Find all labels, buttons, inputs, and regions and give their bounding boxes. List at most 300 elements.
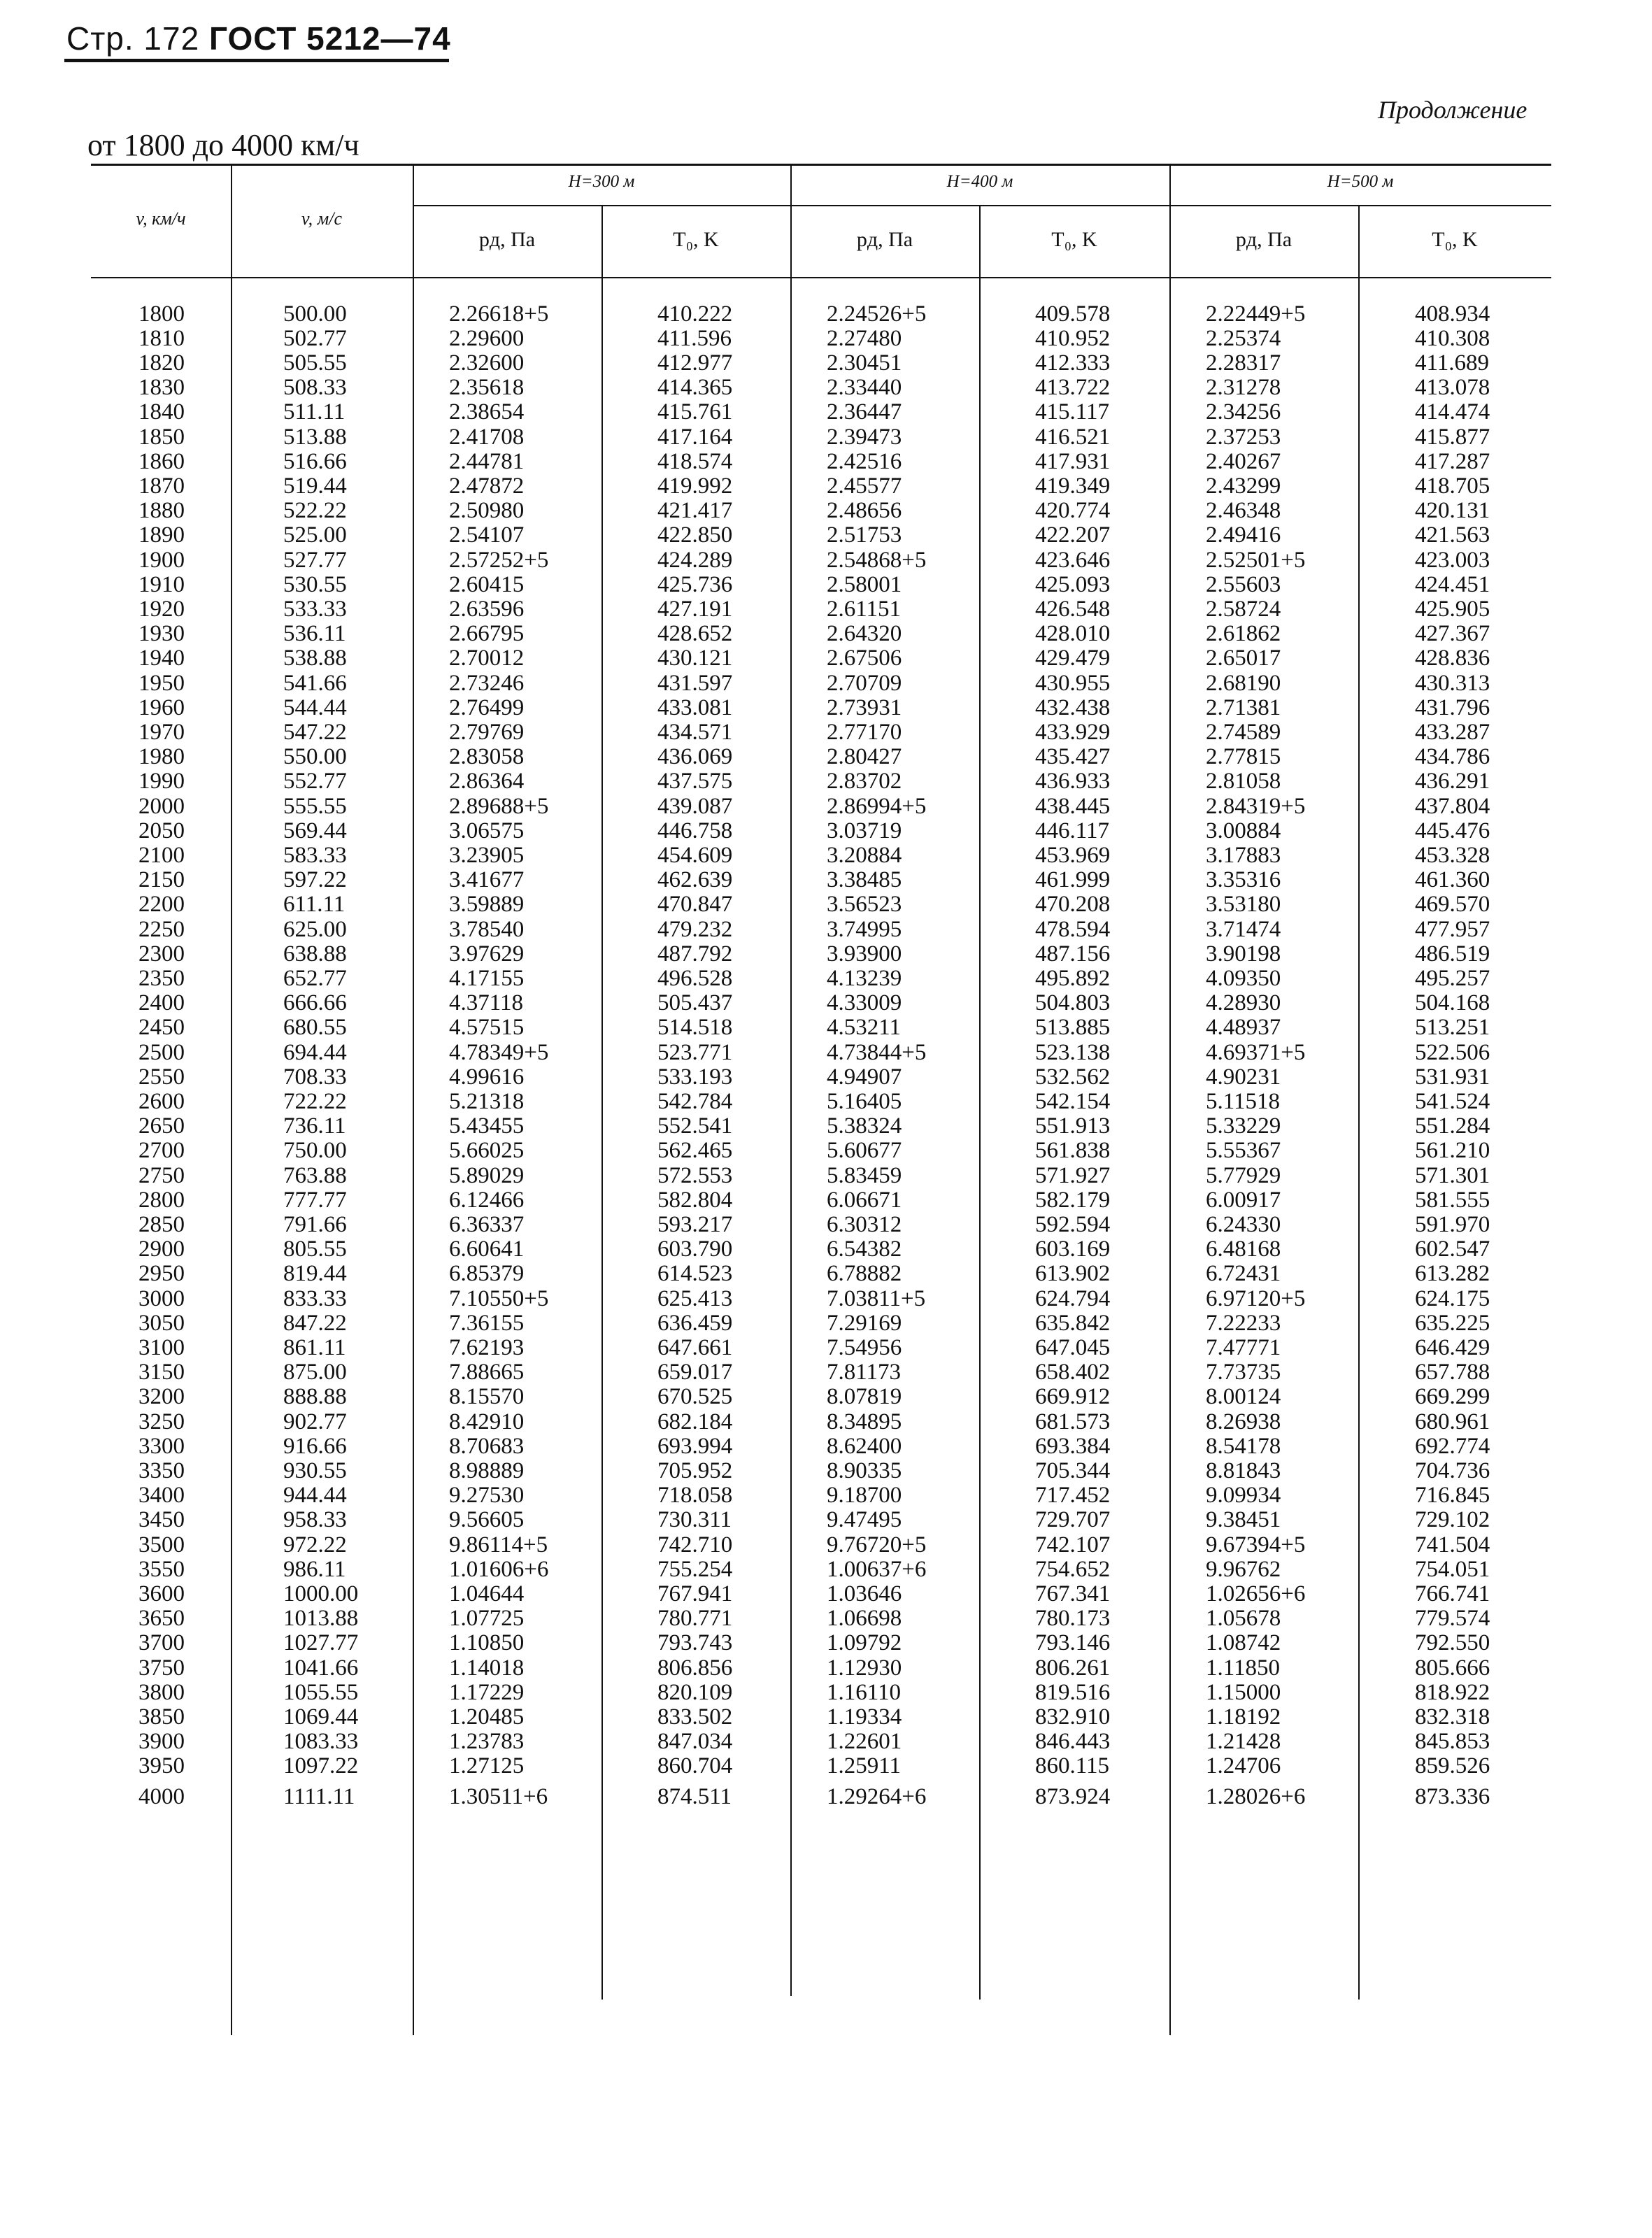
cell-p-h300: 2.76499 [449,694,525,720]
cell-p-h500: 1.08742 [1206,1630,1281,1656]
cell-t-h400: 571.927 [1035,1162,1111,1188]
cell-t-h500: 805.666 [1415,1655,1490,1681]
cell-v-kmh: 1930 [138,621,185,647]
cell-p-h500: 2.84319+5 [1206,794,1306,819]
cell-t-h300: 767.941 [657,1581,733,1607]
cell-v-ms: 1083.33 [283,1728,359,1754]
cell-t-h300: 647.661 [657,1335,733,1361]
col-divider [413,164,414,2035]
cell-p-h300: 2.29600 [449,326,525,352]
cell-p-h300: 4.37118 [449,990,524,1015]
cell-p-h300: 2.66795 [449,621,525,647]
cell-p-h400: 3.93900 [827,941,902,967]
cell-p-h500: 2.77815 [1206,743,1281,769]
cell-t-h300: 436.069 [657,743,733,769]
cell-p-h400: 5.16405 [827,1089,902,1115]
cell-p-h400: 5.83459 [827,1162,902,1188]
cell-p-h500: 2.25374 [1206,326,1281,352]
cell-t-h300: 693.994 [657,1433,733,1459]
cell-v-kmh: 3700 [138,1630,185,1656]
cell-t-h400: 504.803 [1035,990,1111,1015]
col-divider [979,205,981,2000]
cell-p-h300: 1.07725 [449,1606,525,1632]
cell-p-h500: 8.26938 [1206,1409,1281,1434]
cell-t-h300: 718.058 [657,1482,733,1508]
cell-v-ms: 550.00 [283,743,347,769]
cell-p-h400: 2.45577 [827,473,902,499]
cell-p-h500: 9.09934 [1206,1482,1281,1508]
cell-v-kmh: 2900 [138,1236,185,1262]
cell-t-h400: 513.885 [1035,1014,1111,1040]
cell-t-h300: 636.459 [657,1311,733,1337]
cell-p-h400: 1.25911 [827,1753,902,1779]
cell-p-h300: 7.10550+5 [449,1286,549,1311]
cell-p-h300: 1.27125 [449,1753,525,1779]
cell-v-kmh: 3400 [138,1482,185,1508]
cell-p-h400: 2.83702 [827,768,902,794]
cell-v-kmh: 1800 [138,301,185,327]
cell-t-h300: 496.528 [657,965,733,991]
cell-v-ms: 819.44 [283,1260,347,1286]
cell-p-h300: 1.17229 [449,1679,525,1705]
cell-v-kmh: 1900 [138,548,185,573]
cell-p-h300: 3.23905 [449,843,525,869]
cell-t-h500: 414.474 [1415,399,1490,425]
cell-v-ms: 569.44 [283,818,347,844]
cell-p-h500: 9.96762 [1206,1557,1281,1583]
cell-v-kmh: 2850 [138,1211,185,1237]
cell-v-ms: 791.66 [283,1211,347,1237]
header-pressure: pд, Па [1235,228,1293,251]
cell-t-h400: 846.443 [1035,1728,1111,1754]
cell-p-h400: 6.06671 [827,1187,902,1213]
cell-t-h400: 658.402 [1035,1360,1111,1385]
cell-p-h300: 2.70012 [449,646,525,671]
cell-p-h300: 5.89029 [449,1162,525,1188]
cell-v-kmh: 3900 [138,1728,185,1754]
cell-v-ms: 533.33 [283,597,347,622]
cell-t-h400: 433.929 [1035,719,1111,745]
cell-v-kmh: 1880 [138,497,185,523]
cell-t-h400: 412.333 [1035,350,1111,376]
cell-t-h300: 412.977 [657,350,733,376]
cell-t-h300: 742.710 [657,1532,733,1558]
cell-v-ms: 986.11 [283,1557,346,1583]
cell-t-h400: 767.341 [1035,1581,1111,1607]
cell-p-h500: 4.28930 [1206,990,1281,1015]
header-temperature: T₀, K [1051,228,1097,251]
cell-p-h500: 2.37253 [1206,424,1281,450]
cell-v-ms: 583.33 [283,843,347,869]
cell-t-h500: 418.705 [1415,473,1490,499]
cell-t-h300: 562.465 [657,1138,733,1164]
col-divider [790,164,792,1996]
cell-t-h300: 479.232 [657,916,733,942]
cell-p-h400: 1.00637+6 [827,1557,927,1583]
cell-p-h300: 9.56605 [449,1506,525,1532]
cell-p-h500: 2.74589 [1206,719,1281,745]
cell-p-h500: 4.69371+5 [1206,1040,1306,1065]
cell-v-kmh: 2350 [138,965,185,991]
cell-t-h300: 437.575 [657,768,733,794]
cell-p-h300: 1.14018 [449,1655,525,1681]
cell-v-kmh: 3450 [138,1506,185,1532]
cell-t-h300: 418.574 [657,448,733,474]
cell-t-h500: 845.853 [1415,1728,1490,1754]
cell-p-h400: 8.90335 [827,1457,902,1483]
cell-p-h500: 6.72431 [1206,1260,1281,1286]
table-top-rule [91,164,1551,166]
cell-p-h400: 4.94907 [827,1064,902,1090]
cell-t-h500: 635.225 [1415,1311,1490,1337]
cell-t-h400: 647.045 [1035,1335,1111,1361]
cell-t-h500: 433.287 [1415,719,1490,745]
cell-t-h300: 582.804 [657,1187,733,1213]
cell-v-kmh: 3850 [138,1704,185,1730]
cell-p-h300: 1.30511+6 [449,1784,548,1809]
cell-t-h300: 523.771 [657,1040,733,1065]
cell-p-h400: 2.67506 [827,646,902,671]
cell-p-h300: 1.20485 [449,1704,525,1730]
cell-v-ms: 833.33 [283,1286,347,1311]
cell-v-ms: 516.66 [283,448,347,474]
cell-t-h500: 437.804 [1415,794,1490,819]
cell-v-ms: 597.22 [283,867,347,893]
cell-t-h300: 424.289 [657,548,733,573]
cell-v-ms: 541.66 [283,670,347,696]
cell-t-h500: 477.957 [1415,916,1490,942]
cell-p-h300: 4.17155 [449,965,525,991]
cell-t-h300: 614.523 [657,1260,733,1286]
cell-p-h500: 1.18192 [1206,1704,1281,1730]
cell-p-h400: 1.22601 [827,1728,902,1754]
cell-p-h400: 1.09792 [827,1630,902,1656]
cell-v-kmh: 1860 [138,448,185,474]
cell-p-h500: 6.48168 [1206,1236,1281,1262]
cell-t-h500: 561.210 [1415,1138,1490,1164]
cell-v-ms: 500.00 [283,301,347,327]
cell-t-h300: 625.413 [657,1286,733,1311]
continuation-label: Продолжение [1378,96,1528,124]
cell-t-h400: 478.594 [1035,916,1111,942]
cell-p-h300: 6.36337 [449,1211,525,1237]
cell-t-h300: 847.034 [657,1728,733,1754]
cell-p-h400: 2.58001 [827,572,902,598]
cell-v-ms: 508.33 [283,375,347,401]
cell-v-ms: 1027.77 [283,1630,359,1656]
cell-v-ms: 666.66 [283,990,347,1015]
cell-t-h500: 423.003 [1415,548,1490,573]
cell-p-h400: 2.86994+5 [827,794,927,819]
cell-p-h400: 2.51753 [827,522,902,548]
cell-t-h500: 411.689 [1415,350,1490,376]
cell-t-h500: 818.922 [1415,1679,1490,1705]
cell-t-h500: 624.175 [1415,1286,1490,1311]
cell-p-h500: 2.49416 [1206,522,1281,548]
cell-v-kmh: 3000 [138,1286,185,1311]
cell-v-ms: 805.55 [283,1236,347,1262]
cell-v-kmh: 2800 [138,1187,185,1213]
cell-t-h300: 434.571 [657,719,733,745]
cell-v-ms: 958.33 [283,1506,347,1532]
cell-v-kmh: 3600 [138,1581,185,1607]
cell-p-h400: 2.80427 [827,743,902,769]
cell-p-h300: 6.60641 [449,1236,525,1262]
cell-t-h500: 417.287 [1415,448,1490,474]
cell-v-kmh: 2200 [138,892,185,918]
cell-t-h300: 462.639 [657,867,733,893]
cell-v-ms: 902.77 [283,1409,347,1434]
cell-t-h500: 680.961 [1415,1409,1490,1434]
cell-v-ms: 522.22 [283,497,347,523]
cell-p-h500: 2.43299 [1206,473,1281,499]
cell-v-kmh: 2500 [138,1040,185,1065]
cell-t-h300: 425.736 [657,572,733,598]
cell-t-h500: 427.367 [1415,621,1490,647]
cell-p-h300: 5.43455 [449,1113,525,1139]
cell-p-h400: 7.29169 [827,1311,902,1337]
cell-t-h300: 659.017 [657,1360,733,1385]
header-v-kmh: v, км/ч [136,208,186,229]
cell-p-h300: 3.06575 [449,818,525,844]
cell-t-h400: 436.933 [1035,768,1111,794]
cell-v-ms: 750.00 [283,1138,347,1164]
cell-p-h400: 4.33009 [827,990,902,1015]
cell-v-ms: 538.88 [283,646,347,671]
cell-p-h500: 6.00917 [1206,1187,1281,1213]
cell-p-h400: 3.03719 [827,818,902,844]
cell-t-h500: 551.284 [1415,1113,1490,1139]
cell-t-h400: 426.548 [1035,597,1111,622]
cell-v-ms: 888.88 [283,1384,347,1410]
cell-t-h400: 542.154 [1035,1089,1111,1115]
cell-t-h500: 410.308 [1415,326,1490,352]
cell-v-ms: 544.44 [283,694,347,720]
cell-p-h300: 6.12466 [449,1187,525,1213]
cell-t-h500: 453.328 [1415,843,1490,869]
cell-v-kmh: 2300 [138,941,185,967]
cell-p-h500: 5.33229 [1206,1113,1281,1139]
cell-p-h300: 8.70683 [449,1433,525,1459]
cell-v-kmh: 3550 [138,1557,185,1583]
cell-p-h400: 6.54382 [827,1236,902,1262]
cell-p-h400: 7.54956 [827,1335,902,1361]
cell-t-h300: 470.847 [657,892,733,918]
cell-t-h500: 646.429 [1415,1335,1490,1361]
cell-t-h400: 470.208 [1035,892,1111,918]
cell-v-ms: 519.44 [283,473,347,499]
cell-p-h300: 9.27530 [449,1482,525,1508]
cell-t-h300: 552.541 [657,1113,733,1139]
cell-p-h400: 4.73844+5 [827,1040,927,1065]
cell-p-h300: 3.97629 [449,941,525,967]
cell-p-h300: 2.89688+5 [449,794,549,819]
page-number: Стр. 172 [66,20,200,57]
cell-t-h400: 742.107 [1035,1532,1111,1558]
cell-p-h300: 7.36155 [449,1311,525,1337]
cell-v-ms: 708.33 [283,1064,347,1090]
header-h300: H=300 м [568,172,635,191]
cell-t-h400: 420.774 [1035,497,1111,523]
cell-p-h500: 5.55367 [1206,1138,1281,1164]
cell-t-h300: 874.511 [657,1784,732,1809]
cell-v-kmh: 1870 [138,473,185,499]
cell-p-h400: 2.64320 [827,621,902,647]
cell-v-kmh: 1940 [138,646,185,671]
cell-t-h400: 592.594 [1035,1211,1111,1237]
cell-t-h500: 669.299 [1415,1384,1490,1410]
cell-v-kmh: 2650 [138,1113,185,1139]
cell-t-h400: 873.924 [1035,1784,1111,1809]
cell-t-h500: 469.570 [1415,892,1490,918]
cell-v-kmh: 1960 [138,694,185,720]
cell-p-h500: 6.97120+5 [1206,1286,1306,1311]
cell-v-kmh: 3100 [138,1335,185,1361]
cell-p-h400: 1.19334 [827,1704,902,1730]
cell-t-h300: 414.365 [657,375,733,401]
col-divider [1358,205,1360,2000]
cell-t-h300: 780.771 [657,1606,733,1632]
cell-p-h500: 2.55603 [1206,572,1281,598]
cell-p-h500: 4.48937 [1206,1014,1281,1040]
cell-t-h500: 486.519 [1415,941,1490,967]
cell-p-h300: 5.21318 [449,1089,525,1115]
cell-p-h300: 2.63596 [449,597,525,622]
cell-v-ms: 861.11 [283,1335,346,1361]
cell-p-h500: 2.58724 [1206,597,1281,622]
cell-p-h400: 7.81173 [827,1360,902,1385]
cell-t-h400: 603.169 [1035,1236,1111,1262]
cell-t-h400: 495.892 [1035,965,1111,991]
cell-p-h400: 2.70709 [827,670,902,696]
cell-t-h400: 624.794 [1035,1286,1111,1311]
cell-t-h500: 602.547 [1415,1236,1490,1262]
cell-t-h500: 754.051 [1415,1557,1490,1583]
cell-p-h500: 2.40267 [1206,448,1281,474]
cell-p-h300: 6.85379 [449,1260,525,1286]
cell-t-h400: 705.344 [1035,1457,1111,1483]
cell-t-h300: 755.254 [657,1557,733,1583]
cell-p-h500: 3.53180 [1206,892,1281,918]
cell-t-h400: 754.652 [1035,1557,1111,1583]
cell-p-h300: 3.59889 [449,892,525,918]
cell-p-h500: 1.28026+6 [1206,1784,1306,1809]
cell-t-h400: 425.093 [1035,572,1111,598]
cell-t-h500: 716.845 [1415,1482,1490,1508]
cell-v-ms: 736.11 [283,1113,346,1139]
cell-p-h500: 8.54178 [1206,1433,1281,1459]
cell-t-h300: 421.417 [657,497,733,523]
cell-p-h300: 3.41677 [449,867,525,893]
cell-p-h500: 1.02656+6 [1206,1581,1306,1607]
cell-p-h400: 2.61151 [827,597,902,622]
cell-v-ms: 972.22 [283,1532,347,1558]
cell-p-h400: 2.27480 [827,326,902,352]
cell-t-h400: 435.427 [1035,743,1111,769]
header-h400: H=400 м [946,172,1013,191]
cell-p-h300: 2.86364 [449,768,525,794]
header-pressure: pд, Па [856,228,913,251]
cell-v-ms: 694.44 [283,1040,347,1065]
cell-p-h400: 6.30312 [827,1211,902,1237]
cell-t-h300: 433.081 [657,694,733,720]
cell-v-kmh: 1850 [138,424,185,450]
cell-t-h500: 581.555 [1415,1187,1490,1213]
cell-v-ms: 1055.55 [283,1679,359,1705]
cell-p-h500: 2.65017 [1206,646,1281,671]
cell-t-h400: 819.516 [1035,1679,1111,1705]
cell-v-kmh: 2050 [138,818,185,844]
cell-p-h500: 1.21428 [1206,1728,1281,1754]
cell-t-h400: 423.646 [1035,548,1111,573]
cell-p-h400: 2.36447 [827,399,902,425]
cell-t-h400: 582.179 [1035,1187,1111,1213]
cell-t-h500: 873.336 [1415,1784,1490,1809]
cell-t-h500: 428.836 [1415,646,1490,671]
cell-t-h400: 428.010 [1035,621,1111,647]
cell-p-h300: 2.54107 [449,522,525,548]
cell-t-h500: 424.451 [1415,572,1490,598]
cell-t-h300: 430.121 [657,646,733,671]
cell-v-ms: 555.55 [283,794,347,819]
cell-t-h300: 593.217 [657,1211,733,1237]
cell-t-h400: 430.955 [1035,670,1111,696]
cell-t-h500: 531.931 [1415,1064,1490,1090]
cell-v-ms: 530.55 [283,572,347,598]
cell-p-h500: 2.68190 [1206,670,1281,696]
group-underline [413,205,1551,206]
header-temperature: T₀, K [1432,228,1478,251]
cell-t-h300: 446.758 [657,818,733,844]
cell-v-kmh: 3750 [138,1655,185,1681]
cell-t-h400: 410.952 [1035,326,1111,352]
cell-p-h300: 2.50980 [449,497,525,523]
cell-t-h400: 832.910 [1035,1704,1111,1730]
cell-p-h300: 2.79769 [449,719,525,745]
cell-v-ms: 511.11 [283,399,346,425]
cell-p-h300: 8.98889 [449,1457,525,1483]
cell-t-h500: 704.736 [1415,1457,1490,1483]
cell-v-ms: 527.77 [283,548,347,573]
cell-t-h400: 461.999 [1035,867,1111,893]
cell-t-h400: 561.838 [1035,1138,1111,1164]
header-v-ms: v, м/с [301,208,342,229]
cell-t-h500: 425.905 [1415,597,1490,622]
cell-v-ms: 547.22 [283,719,347,745]
cell-p-h300: 2.73246 [449,670,525,696]
header-rule [64,59,449,62]
cell-v-kmh: 1890 [138,522,185,548]
cell-v-ms: 525.00 [283,522,347,548]
cell-t-h400: 532.562 [1035,1064,1111,1090]
cell-t-h400: 419.349 [1035,473,1111,499]
cell-t-h400: 487.156 [1035,941,1111,967]
cell-t-h500: 413.078 [1415,375,1490,401]
cell-t-h500: 434.786 [1415,743,1490,769]
cell-v-ms: 1000.00 [283,1581,359,1607]
cell-p-h300: 2.35618 [449,375,525,401]
cell-p-h400: 1.06698 [827,1606,902,1632]
cell-t-h400: 415.117 [1035,399,1110,425]
cell-p-h500: 7.73735 [1206,1360,1281,1385]
cell-t-h500: 415.877 [1415,424,1490,450]
cell-p-h400: 9.76720+5 [827,1532,927,1558]
cell-v-kmh: 3950 [138,1753,185,1779]
cell-t-h400: 409.578 [1035,301,1111,327]
cell-t-h300: 439.087 [657,794,733,819]
cell-p-h400: 2.54868+5 [827,548,927,573]
cell-t-h400: 413.722 [1035,375,1111,401]
